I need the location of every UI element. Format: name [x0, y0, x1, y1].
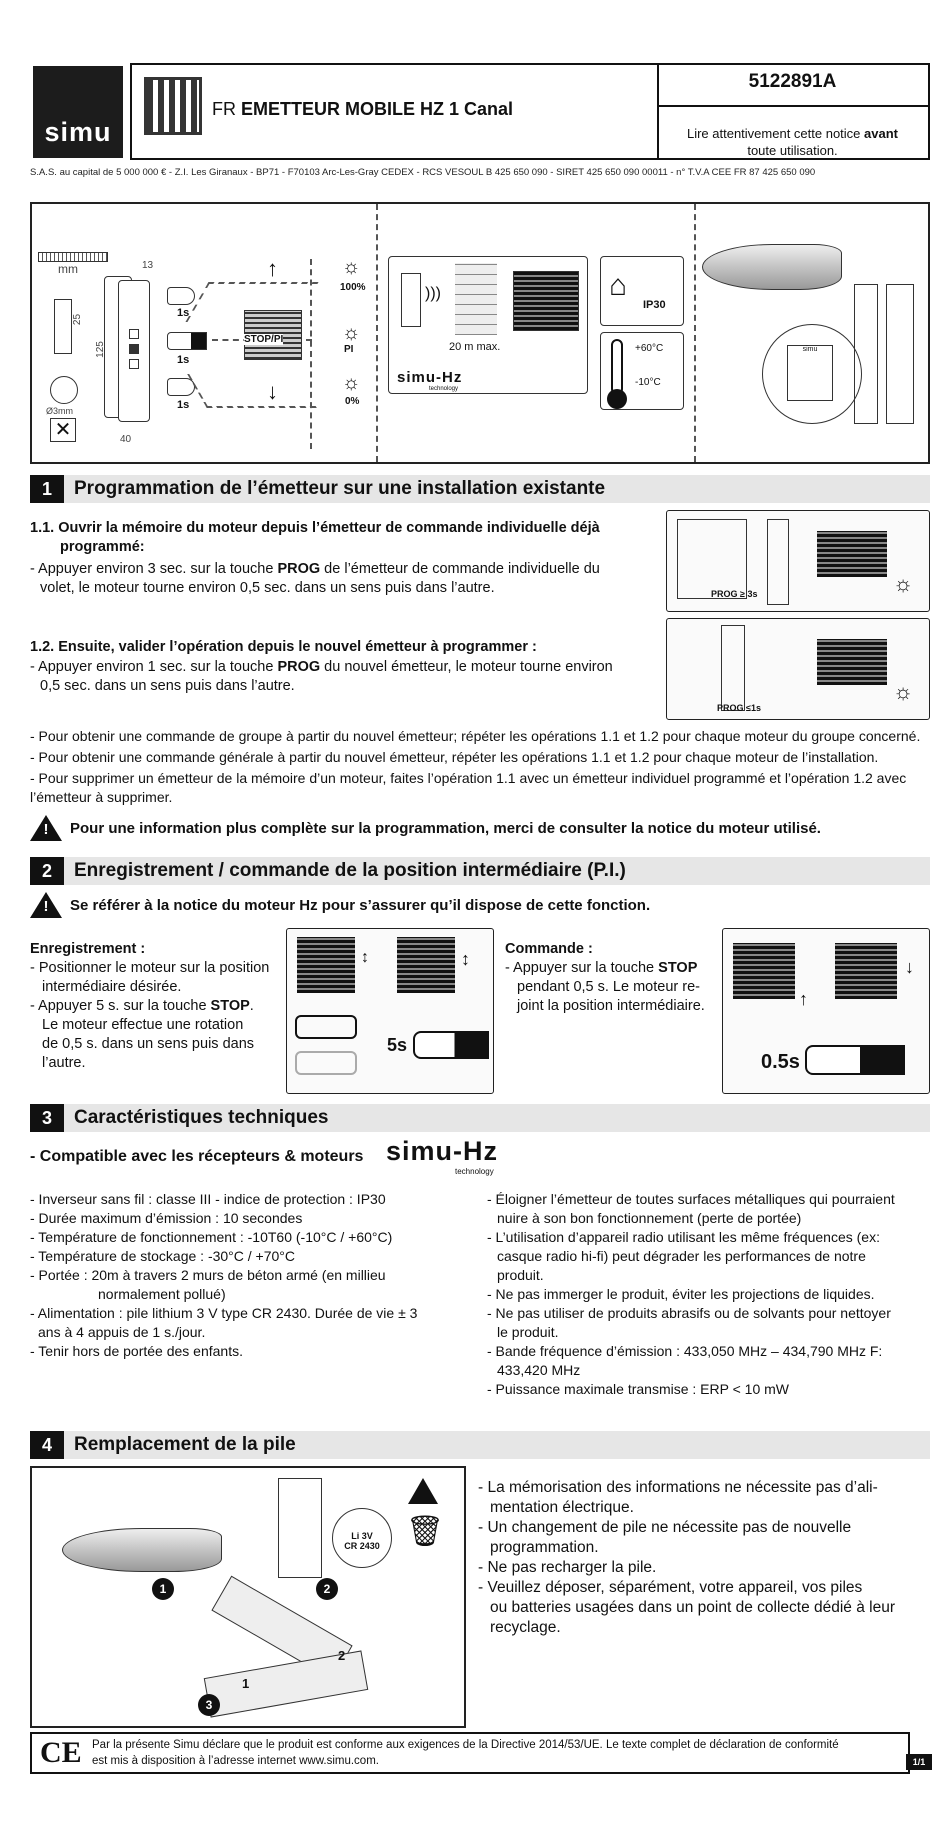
label-5s: 5s [387, 1035, 408, 1055]
remote-open-step1 [62, 1528, 222, 1572]
declaration-line2: est mis à disposition à l’adresse internet www.simu.com. [92, 1755, 379, 1767]
battery-notes: - La mémorisation des informations ne nécessite pas d’ali- mentation électrique. - Un changement de pile ne nécessite pas de nouvelle programmation. - Ne pas recharger la pile. - Veuillez déposer, séparément, votre appareil, vos piles ou batteries usagées dans un point de collecte dédié à leur recyclage. [478, 1479, 896, 1636]
read-notice: Lire attentivement cette notice avant toute utilisation. [686, 126, 898, 158]
commande-text: Commande : - Appuyer sur la touche STOP pendant 0,5 s. Le moteur re- joint la position intermédiaire. [505, 941, 705, 1014]
step-3-badge: 3 [198, 1694, 220, 1716]
step-2-badge: 2 [316, 1578, 338, 1600]
dim-125: 125 [94, 341, 106, 358]
enregistrement-text: Enregistrement : - Positionner le moteur sur la position intermédiaire désirée. - Appuyer 5 s. sur la touche STOP. Le moteur effectue une rotation de 0,5 s. dans un sens puis dans l’autre. [30, 941, 270, 1071]
bulb-icon: ☼ [342, 322, 361, 344]
simu-logo [33, 66, 123, 158]
step-1-2-text: - Appuyer environ 1 sec. sur la touche PROG du nouvel émetteur, le moteur tourne environ 0,5 sec. dans un sens puis dans l’autre. [30, 659, 613, 694]
step-1-1-text: - Appuyer environ 3 sec. sur la touche PROG de l’émetteur de commande individuelle du volet, le moteur tourne environ 0,5 sec. dans un sens puis dans l’autre. [30, 561, 600, 596]
remote-small-icon [401, 273, 421, 327]
arrow-down-icon: ↓ [267, 379, 278, 404]
temp-min: -10°C [635, 377, 661, 388]
specs-left: - Inverseur sans fil : classe III - indice de protection : IP30 - Durée maximum d’émission : 10 secondes - Température de fonctionnement : -10T60 (-10°C / +60°C) - Température de stockage : -30°C / +70°C - Portée : 20m à travers 2 murs de béton armé (en millieu normalement pollué) - Alimentation : pile lithium 3 V type CR 2430. Durée de vie ± 3 ans à 4 appuis de 1 s./jour. - Tenir hors de portée des enfants. [30, 1191, 418, 1359]
temperature-panel [600, 332, 684, 410]
dim-25: 25 [72, 313, 84, 326]
page-number: 1/1 [906, 1754, 932, 1770]
hand-up-icon [167, 287, 195, 305]
datamatrix-code [144, 77, 202, 135]
header-box [130, 63, 930, 160]
logo-text: simu [44, 117, 112, 147]
remote-cover-view [886, 284, 914, 424]
ip30-panel [600, 256, 684, 326]
simu-hz-logo: simu-Hz [397, 369, 463, 386]
ce-declaration-box [30, 1732, 910, 1774]
section-title: Remplacement de la pile [74, 1434, 296, 1455]
label-zoom-illustration: simu [762, 324, 862, 424]
battery-icon: Li 3V CR 2430 [332, 1508, 392, 1568]
hand-stop-icon [167, 332, 207, 350]
label-1s-up: 1s [177, 307, 190, 319]
document-title: FR EMETTEUR MOBILE HZ 1 Canal [212, 99, 514, 119]
group-command-note: - Pour obtenir une commande de groupe à partir du nouvel émetteur; répéter les opérations 1.1 et 1.2 pour chaque moteur du groupe concerné. [30, 728, 921, 744]
commande-illustration: ↑ ↓ 0.5s [722, 928, 930, 1094]
specs-right: - Éloigner l’émetteur de toutes surfaces métalliques qui pourraient nuire à son bon fonctionnement (perte de portée) - L’utilisation d’appareil radio utilisant les même fréquences (ex: casque radio hi-fi) peut dégrader les performances de notre produit. - Ne pas immerger le produit, éviter les projections de liquides. - Ne pas utiliser de produits abrasifs ou de solvants pour nettoyer le produit. - Bande fréquence d’émission : 433,050 MHz – 434,790 MHz F: 433,420 MHz - Puissance maximale transmise : ERP < 10 mW [487, 1191, 895, 1397]
warning-icon [30, 815, 62, 841]
hand-stop-icon [805, 1045, 905, 1075]
remote-back-step2 [278, 1478, 322, 1578]
crossed-bin-icon: 🗑 [406, 1515, 445, 1548]
ip30-label: IP30 [643, 299, 666, 311]
section-number: 2 [30, 857, 64, 885]
simu-hz-logo: simu-Hz [386, 1136, 499, 1166]
waves-icon: ))) [425, 285, 441, 302]
screw-icon [50, 376, 78, 404]
arrow-2-label: 2 [338, 1648, 346, 1663]
legal-line: S.A.S. au capital de 5 000 000 € - Z.I. Les Giranaux - BP71 - F70103 Arc-Les-Gray CEDEX - RCS VESOUL B 425 650 090 - SIRET 425 650 090 00011 - n° T.V.A CEE FR 87 425 650 090 [30, 167, 816, 178]
sun-icon-100: ☼ [342, 256, 361, 278]
range-panel [388, 256, 588, 394]
bracket-icon [54, 299, 72, 354]
general-command-note: - Pour obtenir une commande générale à partir du nouvel émetteur, répéter les opérations 1.1 et 1.2 pour chaque moteur de l’installation. [30, 749, 879, 765]
range-label: 20 m max. [449, 341, 501, 353]
label-100: 100% [340, 282, 366, 293]
battery-replacement-figure [30, 1466, 466, 1728]
section-3-header [30, 1104, 930, 1132]
arrow-up-icon: ↑ [267, 256, 278, 281]
step-1-badge: 1 [152, 1578, 174, 1600]
shutters-icon [513, 271, 579, 331]
arrow-1-label: 1 [242, 1676, 250, 1691]
stop-pi-label: STOP/PI [244, 334, 284, 345]
warning-icon [408, 1478, 438, 1504]
section-number: 4 [30, 1431, 64, 1459]
declaration-line1: Par la présente Simu déclare que le produit est conforme aux exigences de la Directive 2014/53/UE. Le texte complet de déclaration de conformité [92, 1739, 839, 1751]
sun-icon-0: ☼ [342, 372, 361, 394]
hand-stop-icon [413, 1031, 489, 1059]
reference-number: 5122891A [748, 71, 837, 92]
section-title: Caractéristiques techniques [74, 1107, 329, 1128]
programming-warning: ! Pour une information plus complète sur la programmation, merci de consulter la notice du moteur utilisé. [30, 815, 930, 841]
ruler-icon [38, 252, 108, 262]
hz-warning: ! Se référer à la notice du moteur Hz pour s’assurer qu’il dispose de cette fonction. [30, 892, 930, 918]
section-1-header [30, 475, 930, 503]
step-1-2-heading: 1.2. Ensuite, valider l’opération depuis le nouvel émetteur à programmer : [30, 639, 537, 655]
section-title: Enregistrement / commande de la position intermédiaire (P.I.) [74, 860, 626, 881]
remote-opening-illustration [702, 244, 842, 290]
dim-3mm: Ø3mm [46, 406, 73, 416]
label-pi: PI [344, 344, 354, 355]
delete-note: - Pour supprimer un émetteur de la mémoire d’un moteur, faites l’opération 1.1 avec un émetteur individuel programmé et l’opération 1.2 avec [30, 770, 907, 786]
section-title: Programmation de l’émetteur sur une installation existante [74, 478, 606, 499]
section-number: 3 [30, 1104, 64, 1132]
compatibility-line: - Compatible avec les récepteurs & moteurs [30, 1148, 364, 1165]
mm-label: mm [58, 262, 78, 276]
remote-back-view [854, 284, 878, 424]
prog-3s-label: PROG ≥ 3s [711, 589, 758, 599]
label-1s-down: 1s [177, 399, 190, 411]
dim-13: 13 [142, 260, 154, 271]
prog-1s-illustration: ☼ PROG ≤1s [666, 618, 930, 720]
tech-label: technology [455, 1167, 494, 1176]
thermometer-icon [611, 339, 623, 395]
house-icon: ⌂ [609, 269, 628, 302]
tech-label: technology [429, 386, 459, 392]
ce-mark: CE [40, 1736, 82, 1769]
section-number: 1 [30, 475, 64, 503]
enregistrement-illustration: ↕ ↕ 5s [286, 928, 494, 1094]
delete-note-2: l’émetteur à supprimer. [30, 789, 173, 805]
overview-figure [30, 202, 930, 464]
crossed-drill-icon: ✕ [50, 418, 76, 442]
label-0-5s: 0.5s [761, 1051, 800, 1073]
remote-front [118, 280, 150, 422]
prog-1s-label: PROG ≤1s [717, 703, 761, 713]
label-0: 0% [345, 396, 360, 407]
wall-icon [455, 263, 497, 335]
prog-3s-illustration: ☼ PROG ≥ 3s [666, 510, 930, 612]
warning-icon [30, 892, 62, 918]
label-1s-stop: 1s [177, 354, 190, 366]
section-4-header [30, 1431, 930, 1459]
section-2-header [30, 857, 930, 885]
step-1-1-heading: 1.1. Ouvrir la mémoire du moteur depuis l’émetteur de commande individuelle déjà programmé: [30, 520, 600, 555]
temp-max: +60°C [635, 343, 664, 354]
dim-40: 40 [120, 434, 132, 445]
